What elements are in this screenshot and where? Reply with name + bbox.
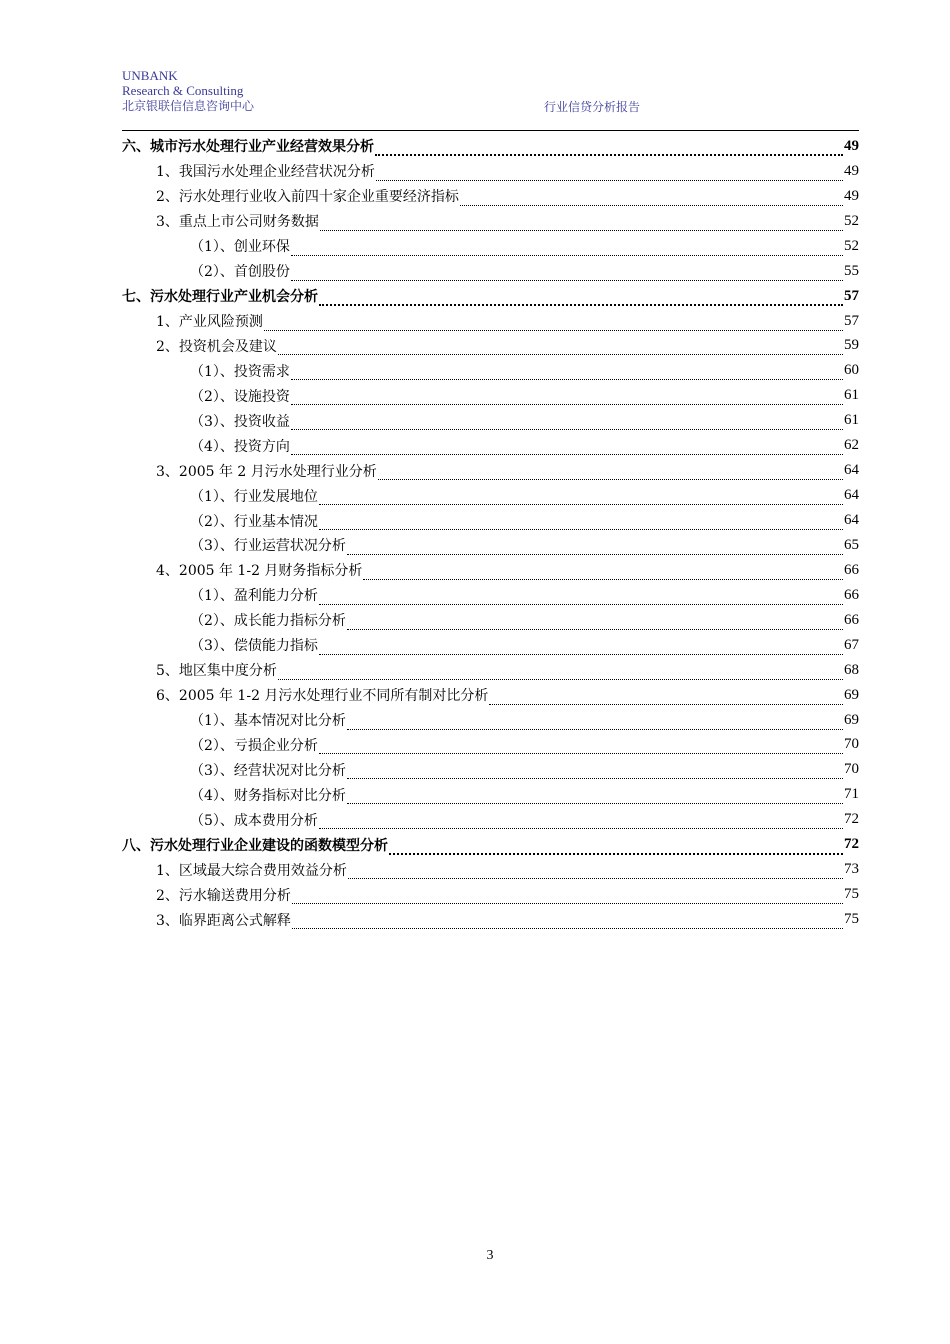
toc-entry[interactable]	[122, 558, 859, 583]
toc-leader-dots	[320, 216, 843, 231]
toc-entry-title: 1、产业风险预测	[156, 314, 263, 331]
toc-leader-dots	[278, 340, 843, 355]
toc-entry-title: 1、我国污水处理企业经营状况分析	[156, 164, 375, 181]
toc-entry[interactable]	[122, 483, 859, 508]
toc-entry-page: 72	[844, 836, 859, 853]
toc-entry-page: 64	[844, 487, 859, 504]
toc-leader-dots	[264, 316, 843, 331]
toc-leader-dots	[363, 565, 843, 580]
toc-leader-dots	[319, 590, 843, 605]
toc-leader-dots	[291, 365, 843, 380]
toc-entry-title: 3、临界距离公式解释	[156, 912, 291, 929]
toc-entry[interactable]	[122, 857, 859, 882]
toc-entry[interactable]	[122, 658, 859, 683]
toc-entry[interactable]	[122, 533, 859, 558]
toc-entry-title: （1）、创业环保	[190, 239, 290, 256]
toc-entry-title: 6、2005 年 1-2 月污水处理行业不同所有制对比分析	[156, 688, 489, 705]
toc-leader-dots	[319, 640, 843, 655]
toc-entry-page: 67	[844, 636, 859, 653]
toc-entry[interactable]	[122, 733, 859, 758]
toc-leader-dots	[291, 440, 843, 455]
toc-leader-dots	[319, 515, 843, 530]
toc-entry-page: 60	[844, 362, 859, 379]
toc-leader-dots	[389, 839, 843, 855]
toc-entry-title: （1）、盈利能力分析	[190, 588, 318, 605]
toc-entry-page: 62	[844, 437, 859, 454]
toc-leader-dots	[278, 665, 843, 680]
toc-entry-page: 72	[844, 811, 859, 828]
toc-entry[interactable]	[122, 159, 859, 184]
toc-entry-page: 65	[844, 536, 859, 553]
toc-entry-page: 70	[844, 761, 859, 778]
toc-entry[interactable]	[122, 907, 859, 932]
toc-leader-dots	[291, 415, 843, 430]
toc-entry-title: （1）、基本情况对比分析	[190, 713, 346, 730]
toc-entry[interactable]	[122, 408, 859, 433]
toc-entry-title: 4、2005 年 1-2 月财务指标分析	[156, 563, 363, 580]
toc-leader-dots	[347, 789, 843, 804]
toc-entry-title: 3、2005 年 2 月污水处理行业分析	[156, 463, 377, 480]
toc-entry-page: 68	[844, 661, 859, 678]
toc-entry[interactable]	[122, 234, 859, 259]
toc-leader-dots	[292, 889, 843, 904]
toc-entry[interactable]	[122, 683, 859, 708]
toc-entry-page: 55	[844, 262, 859, 279]
toc-entry-page: 66	[844, 611, 859, 628]
toc-entry-title: （4）、投资方向	[190, 438, 290, 455]
toc-entry[interactable]	[122, 757, 859, 782]
toc-entry[interactable]	[122, 334, 859, 359]
toc-entry[interactable]	[122, 882, 859, 907]
toc-leader-dots	[291, 390, 843, 405]
toc-entry-page: 64	[844, 512, 859, 529]
toc-entry[interactable]	[122, 309, 859, 334]
toc-entry[interactable]	[122, 782, 859, 807]
toc-entry-page: 61	[844, 387, 859, 404]
toc-entry-title: 3、重点上市公司财务数据	[156, 214, 319, 231]
toc-entry-page: 70	[844, 736, 859, 753]
toc-entry-title: （3）、投资收益	[190, 413, 290, 430]
toc-entry-title: 八、污水处理行业企业建设的函数模型分析	[122, 837, 388, 854]
toc-entry[interactable]	[122, 209, 859, 234]
toc-entry[interactable]	[122, 433, 859, 458]
toc-leader-dots	[347, 715, 843, 730]
toc-leader-dots	[347, 540, 843, 555]
toc-entry-page: 71	[844, 786, 859, 803]
toc-entry-page: 69	[844, 711, 859, 728]
toc-entry-page: 49	[844, 187, 859, 204]
toc-entry-title: （3）、经营状况对比分析	[190, 762, 346, 779]
header-subtitle: Research & Consulting	[122, 83, 244, 98]
toc-entry-title: （1）、投资需求	[190, 363, 290, 380]
toc-leader-dots	[460, 191, 843, 206]
toc-entry-title: （2）、行业基本情况	[190, 513, 318, 530]
toc-entry-title: （3）、行业运营状况分析	[190, 538, 346, 555]
table-of-contents	[122, 134, 859, 932]
toc-entry-title: （2）、亏损企业分析	[190, 737, 318, 754]
toc-entry[interactable]	[122, 458, 859, 483]
toc-entry[interactable]	[122, 583, 859, 608]
page-header	[122, 68, 859, 115]
toc-entry-page: 66	[844, 586, 859, 603]
toc-entry-page: 64	[844, 462, 859, 479]
toc-entry-page: 57	[844, 287, 859, 304]
toc-leader-dots	[347, 764, 843, 779]
toc-entry-page: 52	[844, 212, 859, 229]
header-org-name: 北京银联信信息咨询中心	[122, 99, 255, 113]
toc-leader-dots	[291, 241, 843, 256]
toc-entry-page: 59	[844, 337, 859, 354]
header-brand: UNBANK	[122, 68, 178, 83]
toc-entry-title: 2、污水输送费用分析	[156, 887, 291, 904]
toc-entry-page: 75	[844, 886, 859, 903]
toc-entry[interactable]	[122, 284, 859, 309]
toc-entry-title: （2）、首创股份	[190, 264, 290, 281]
toc-leader-dots	[348, 864, 843, 879]
toc-entry[interactable]	[122, 633, 859, 658]
toc-leader-dots	[375, 140, 843, 156]
toc-entry-title: 六、城市污水处理行业产业经营效果分析	[122, 139, 374, 156]
toc-entry-title: （2）、成长能力指标分析	[190, 613, 346, 630]
toc-entry-title: 2、投资机会及建议	[156, 338, 277, 355]
toc-entry-title: 5、地区集中度分析	[156, 663, 277, 680]
toc-entry-page: 49	[844, 162, 859, 179]
toc-leader-dots	[319, 290, 843, 306]
toc-entry-title: 2、污水处理行业收入前四十家企业重要经济指标	[156, 189, 459, 206]
toc-entry-page: 73	[844, 861, 859, 878]
toc-entry-page: 75	[844, 911, 859, 928]
toc-entry[interactable]	[122, 508, 859, 533]
toc-entry-page: 66	[844, 561, 859, 578]
toc-leader-dots	[319, 490, 843, 505]
toc-entry-title: （2）、设施投资	[190, 388, 290, 405]
toc-leader-dots	[291, 266, 843, 281]
header-rule	[122, 130, 859, 131]
toc-entry-title: （4）、财务指标对比分析	[190, 787, 346, 804]
toc-leader-dots	[347, 615, 843, 630]
toc-entry[interactable]	[122, 807, 859, 832]
toc-entry[interactable]	[122, 608, 859, 633]
toc-entry-page: 61	[844, 412, 859, 429]
toc-entry-title: 1、区域最大综合费用效益分析	[156, 862, 347, 879]
toc-entry[interactable]	[122, 832, 859, 857]
toc-entry-page: 52	[844, 237, 859, 254]
toc-entry[interactable]	[122, 184, 859, 209]
toc-entry-page: 69	[844, 686, 859, 703]
toc-entry-title: （5）、成本费用分析	[190, 812, 318, 829]
toc-entry-page: 57	[844, 312, 859, 329]
toc-leader-dots	[319, 739, 843, 754]
toc-entry-page: 49	[844, 137, 859, 154]
header-report-title: 行业信贷分析报告	[544, 100, 641, 114]
toc-entry[interactable]	[122, 708, 859, 733]
toc-leader-dots	[292, 914, 843, 929]
toc-entry-title: （3）、偿债能力指标	[190, 638, 318, 655]
toc-entry-title: 七、污水处理行业产业机会分析	[122, 289, 318, 306]
page-number: 3	[486, 1248, 494, 1263]
toc-entry[interactable]	[122, 383, 859, 408]
toc-entry[interactable]	[122, 358, 859, 383]
toc-entry-title: （1）、行业发展地位	[190, 488, 318, 505]
toc-entry[interactable]	[122, 259, 859, 284]
toc-entry[interactable]	[122, 134, 859, 159]
toc-leader-dots	[378, 465, 843, 480]
toc-leader-dots	[319, 814, 843, 829]
toc-leader-dots	[376, 166, 843, 181]
toc-leader-dots	[489, 690, 843, 705]
